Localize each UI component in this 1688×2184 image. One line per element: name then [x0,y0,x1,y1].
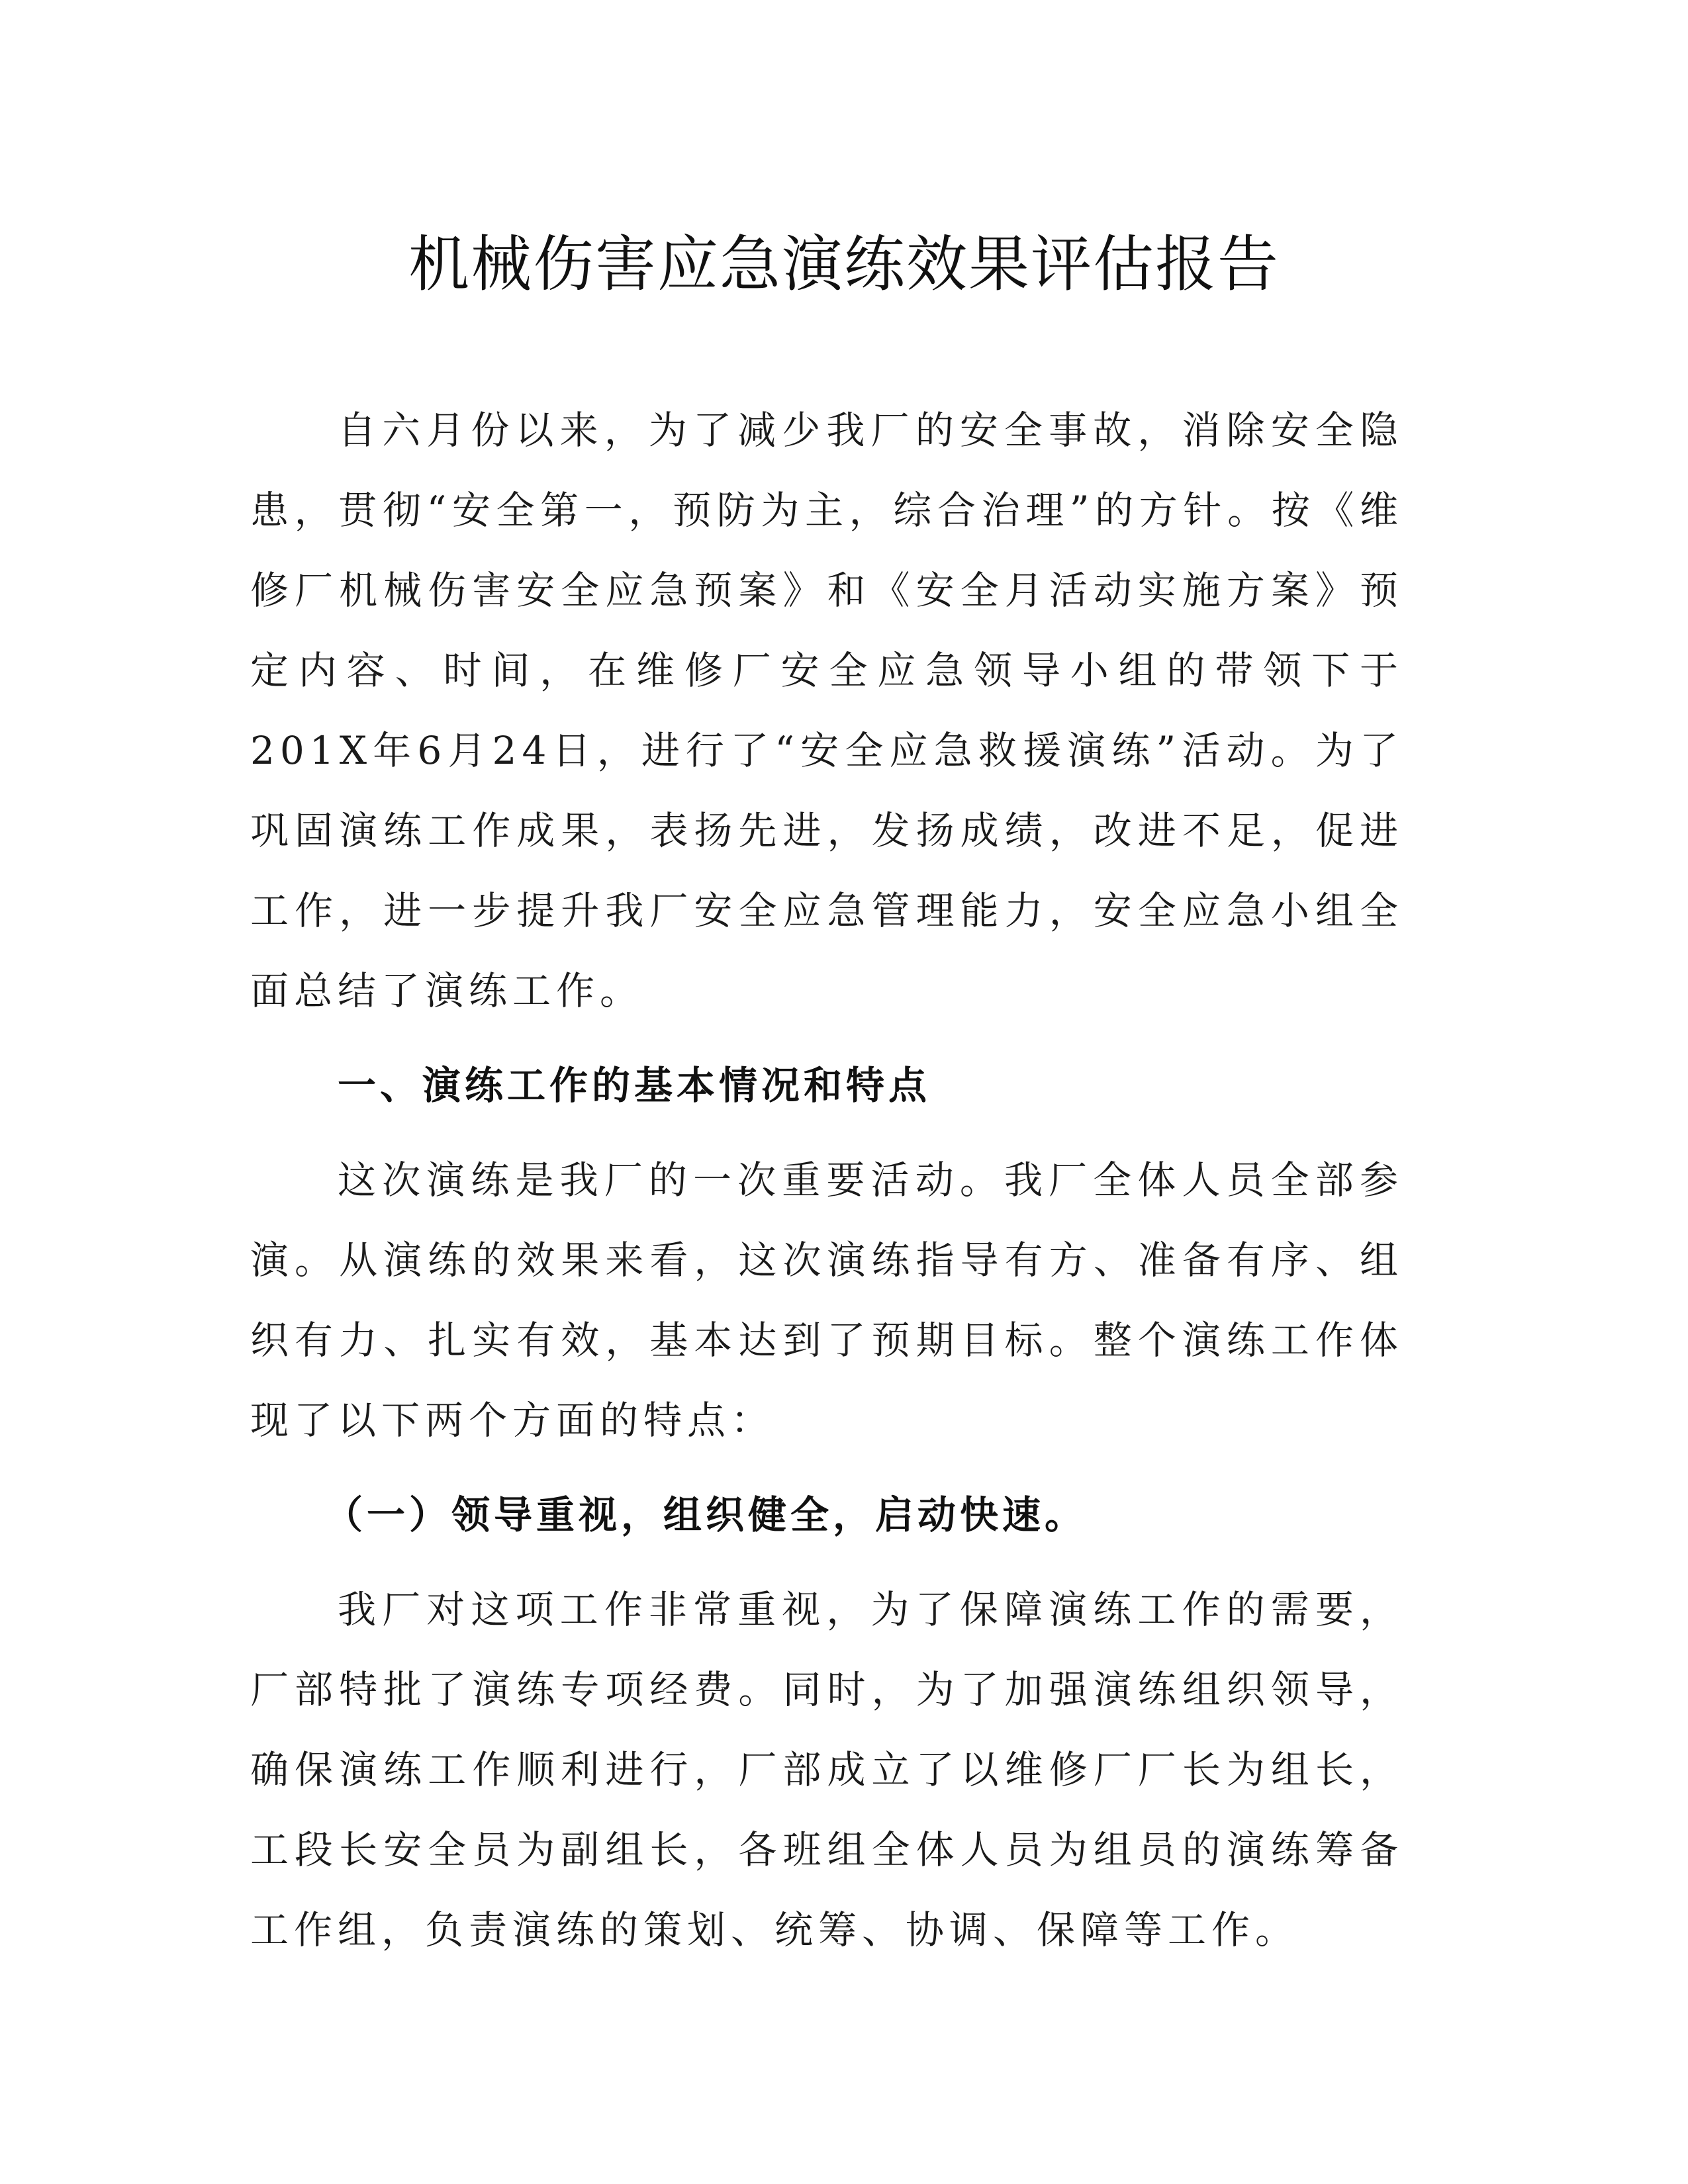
intro-paragraph: 自六月份以来，为了减少我厂的安全事故，消除安全隐患，贯彻“安全第一，预防为主，综合治理”的方针。按《维修厂机械伤害安全应急预案》和《安全月活动实施方案》预定内容、时间，在维修厂安全应急领导小组的带领下于201X年6月24日，进行了“安全应急救援演练”活动。为了巩固演练工作成果，表扬先进，发扬成绩，改进不足，促进工作，进一步提升我厂安全应急管理能力，安全应急小组全面总结了演练工作。 [250,408,1403,1013]
document-title: 机械伤害应急演练效果评估报告 [408,229,1280,300]
subsection-paragraph-1: 我厂对这项工作非常重视，为了保障演练工作的需要，厂部特批了演练专项经费。同时，为了加强演练组织领导，确保演练工作顺利进行，厂部成立了以维修厂厂长为组长，工段长安全员为副组长，各班组全体人员为组员的演练筹备工作组，负责演练的策划、统筹、协调、保障等工作。 [250,1587,1403,1952]
subsection-heading-1: （一）领导重视，组织健全，启动快速。 [324,1492,1088,1537]
section-paragraph-1: 这次演练是我厂的一次重要活动。我厂全体人员全部参演。从演练的效果来看，这次演练指导有方、准备有序、组织有力、扎实有效，基本达到了预期目标。整个演练工作体现了以下两个方面的特点： [250,1158,1403,1443]
section-heading-1: 一、演练工作的基本情况和特点 [338,1063,931,1108]
document-body [250,390,1403,1970]
